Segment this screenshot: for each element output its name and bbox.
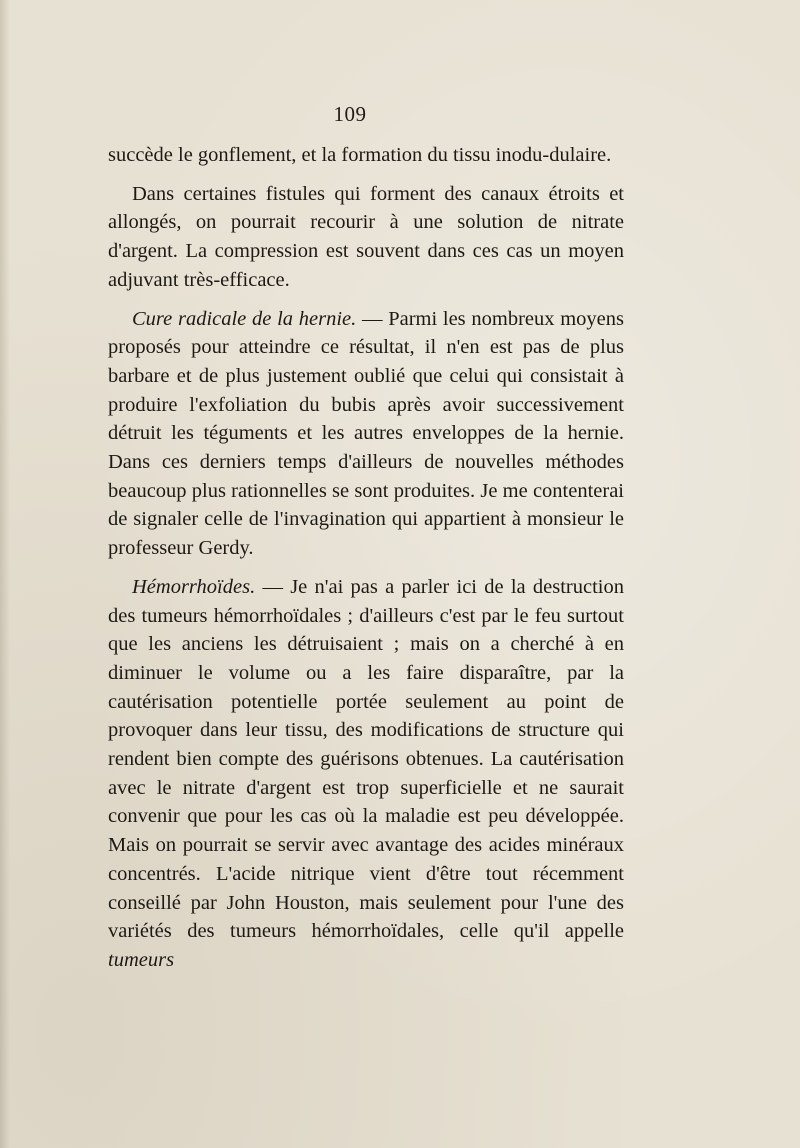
paragraph-text: Dans certaines fistules qui forment des canaux étroits et allongés, on pourrait recourir à une solution de nitrate d'argent. La compression est souvent dans ces cas un moyen adjuvant très-efficace. xyxy=(108,182,624,291)
paragraph-text: — Je n'ai pas a parler ici de la destruction des tumeurs hémorrhoïdales ; d'ailleurs c'est par le feu surtout que les anciens les détruisaient ; mais on a cherché à en diminuer le volume ou a les faire disparaître, par la cautérisation potentielle portée seulement au point de provoquer dans leur tissu, des modifications de structure qui rendent bien compte des guérisons obtenues. La cautérisation avec le nitrate d'argent est trop superficielle et ne saurait convenir que pour les cas où la maladie est peu développée. Mais on pourrait se servir avec avantage des acides minéraux concentrés. L'acide nitrique vient d'être tout récemment conseillé par John Houston, mais seulement pour l'une des variétés des tumeurs hémorrhoïdales, celle qu'il appelle xyxy=(108,575,624,943)
section-heading-cure-radicale: Cure radicale de la hernie. xyxy=(132,307,357,330)
body-text xyxy=(108,141,624,985)
page-gutter-shadow xyxy=(0,0,10,1148)
paragraph-text: succède le gonflement, et la formation du tissu inodu-dulaire. xyxy=(108,144,612,166)
paragraph-hemorrhoides xyxy=(108,573,624,975)
section-heading-hemorrhoides: Hémorrhoïdes. xyxy=(132,575,256,598)
paragraph-cure-radicale xyxy=(108,305,624,563)
page-number: 109 xyxy=(333,102,367,126)
paragraph-text: — Parmi les nombreux moyens proposés pour atteindre ce résultat, il n'en est pas de plus barbare et de plus justement oublié que celui qui consistait à produire l'exfoliation du bubis après avoir successivement détruit les téguments et les autres enveloppes de la hernie. Dans ces derniers temps d'ailleurs de nouvelles méthodes beaucoup plus rationnelles se sont produites. Je me contenterai de signaler celle de l'invagination qui appartient à monsieur le professeur Gerdy. xyxy=(108,307,624,560)
italic-term: tumeurs xyxy=(108,948,175,971)
paragraph-fistules xyxy=(108,180,624,295)
paragraph-continuation xyxy=(108,141,624,170)
